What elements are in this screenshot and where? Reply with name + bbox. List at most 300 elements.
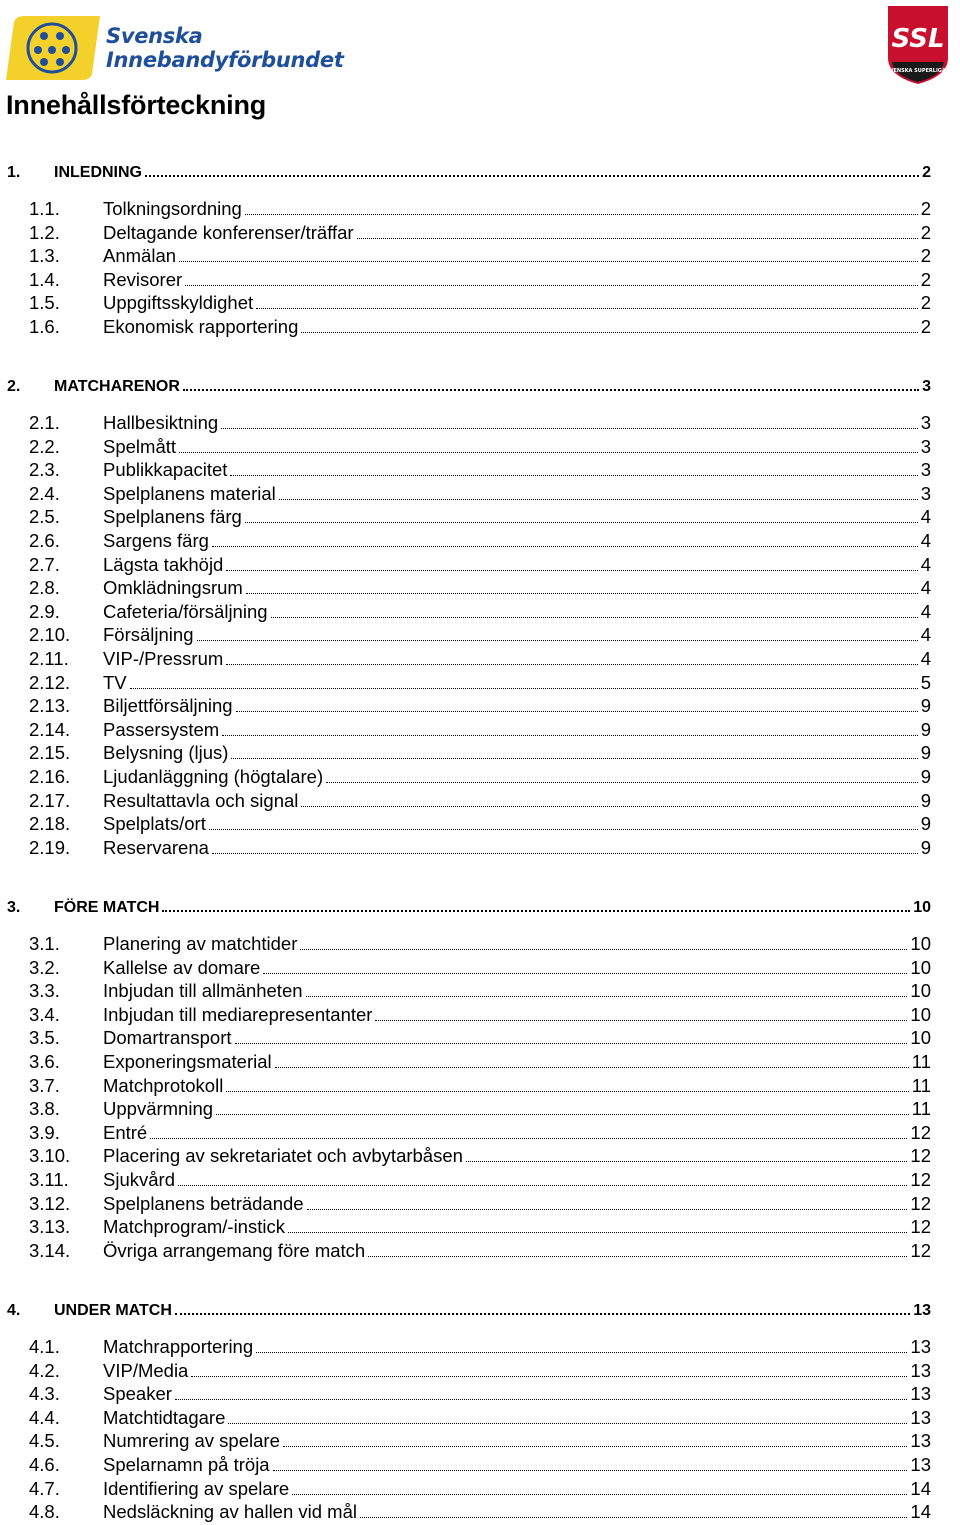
toc-entry-row[interactable] [0,718,960,742]
toc-entry-title[interactable]: Lägsta takhöjd [103,553,224,575]
toc-entry-row[interactable] [0,1121,960,1145]
toc-entry-number: 3.12. [29,1192,71,1214]
toc-entry-row[interactable] [0,268,960,292]
dot-leader [179,261,918,262]
toc-entry-title[interactable]: Spelmått [103,435,177,457]
toc-entry-row[interactable] [0,1453,960,1477]
toc-section-row[interactable] [0,375,960,399]
toc-entry-number: 2.16. [29,766,71,787]
toc-entry-line [103,505,931,529]
toc-entry-title[interactable]: Försäljning [103,624,194,646]
toc-entry-page[interactable]: 2 [920,221,931,243]
toc-entry-row[interactable] [0,197,960,221]
toc-entry-title[interactable]: Planering av matchtider [103,933,298,954]
toc-entry-row[interactable] [0,458,960,482]
toc-entry-title[interactable]: Kallelse av domare [103,956,261,978]
toc-entry-page[interactable]: 3 [920,482,931,504]
toc-entry-line [103,1026,931,1050]
toc-entry-number: 3.7. [29,1074,60,1096]
toc-entry-page[interactable]: 4 [920,624,931,646]
toc-entry-line [103,694,931,718]
toc-entry-title[interactable]: Matchrapportering [103,1336,254,1357]
toc-entry-row[interactable] [0,1215,960,1239]
toc-entry-page[interactable]: 13 [910,1406,931,1428]
toc-entry-number: 2.2. [29,435,60,457]
toc-entry-page[interactable]: 10 [910,980,931,1002]
toc-entry-title[interactable]: Deltagande konferenser/träffar [103,221,354,243]
dot-leader [288,1232,907,1233]
toc-entry-number: 3.4. [29,1003,60,1025]
toc-entry-row[interactable] [0,956,960,980]
toc-entry-line [54,1299,931,1323]
toc-entry-number: 3.5. [29,1027,60,1049]
toc-entry-page[interactable]: 3 [920,412,931,433]
toc-entry-row[interactable] [0,1192,960,1216]
toc-entry-number: 3.11. [29,1169,69,1190]
dot-leader [216,1114,909,1115]
toc-entry-line [103,411,931,435]
toc-entry-title[interactable]: Omklädningsrum [103,577,243,599]
dot-leader [375,1020,907,1021]
toc-entry-number: 1.4. [29,268,60,290]
dot-leader [256,1352,907,1353]
toc-entry-number: 2.4. [29,482,60,504]
toc-entry-line [103,1144,931,1168]
toc-entry-title[interactable]: VIP/Media [103,1359,189,1381]
toc-entry-line [103,812,931,836]
dot-leader [185,285,918,286]
toc-entry-row[interactable] [0,1500,960,1524]
toc-entry-title[interactable]: Cafeteria/försäljning [103,600,268,622]
toc-entry-line [103,529,931,553]
dot-leader [212,546,918,547]
toc-entry-line [103,291,931,315]
toc-entry-number: 3.3. [29,980,60,1002]
toc-entry-number: 3.6. [29,1051,60,1072]
toc-entry-row[interactable] [0,1239,960,1263]
toc-entry-title[interactable]: Nedsläckning av hallen vid mål [103,1501,357,1523]
toc-entry-row[interactable] [0,529,960,553]
toc-entry-page[interactable]: 14 [910,1501,931,1523]
toc-entry-title[interactable]: Spelplats/ort [103,813,206,835]
dot-leader [197,640,918,641]
toc-entry-number: 1.1. [29,198,60,219]
dot-leader [279,499,918,500]
toc-entry-line [103,1359,931,1383]
toc-entry-line [103,765,931,789]
dot-leader [273,1470,908,1471]
toc-entry-row[interactable] [0,694,960,718]
toc-entry-page[interactable]: 12 [910,1121,931,1143]
toc-entry-title[interactable]: Matchtidtagare [103,1406,226,1428]
toc-entry-row[interactable] [0,1074,960,1098]
toc-entry-line [103,1097,931,1121]
toc-entry-row[interactable] [0,1382,960,1406]
toc-entry-page[interactable]: 12 [910,1239,931,1261]
toc-entry-number: 2.5. [29,506,60,528]
toc-entry-line [103,458,931,482]
toc-entry-line [103,1382,931,1406]
toc-entry-row[interactable] [0,979,960,1003]
toc-entry-page[interactable]: 4 [920,553,931,575]
toc-entry-row[interactable] [0,932,960,956]
dot-leader [292,1494,907,1495]
toc-entry-title[interactable]: Spelplanens beträdande [103,1192,304,1214]
toc-entry-number: 2.1. [29,412,60,433]
toc-entry-number: 4.6. [29,1454,60,1475]
toc-entry-page[interactable]: 11 [911,1051,931,1072]
toc-section-row[interactable] [0,161,960,185]
toc-entry-number: 4.8. [29,1501,60,1523]
toc-entry-title[interactable]: Inbjudan till allmänheten [103,980,303,1002]
toc-entry-number: 2.11. [29,648,69,669]
dot-leader [226,1091,908,1092]
dot-leader [235,1043,908,1044]
toc-entry-title[interactable]: Numrering av spelare [103,1430,280,1452]
toc-entry-number: 1.6. [29,316,60,337]
toc-entry-page[interactable]: 12 [910,1192,931,1214]
toc-entry-number: 3.13. [29,1216,71,1238]
toc-entry-number: 2.7. [29,553,60,575]
toc-entry-page[interactable]: 9 [920,789,931,811]
dot-leader [256,308,918,309]
toc-entry-number: 2.3. [29,459,60,481]
toc-entry-page[interactable]: 10 [910,933,931,954]
dot-leader [283,1446,908,1447]
toc-entry-row[interactable] [0,812,960,836]
toc-entry-line [103,623,931,647]
sif-logo-line2: Innebandyförbundet [106,48,344,72]
toc-entry-number: 2.15. [29,742,71,764]
toc-entry-number: 3.2. [29,956,60,978]
toc-entry-title[interactable]: MATCHARENOR [54,378,180,395]
toc-entry-page[interactable]: 13 [910,1359,931,1381]
toc-entry-title[interactable]: Ljudanläggning (högtalare) [103,766,324,787]
toc-entry-page[interactable]: 3 [922,378,931,395]
toc-entry-row[interactable] [0,411,960,435]
toc-entry-row[interactable] [0,553,960,577]
dot-leader [263,973,907,974]
toc-entry-number: 1.3. [29,245,60,267]
toc-entry-page[interactable]: 13 [910,1336,931,1357]
ssl-shield-icon [882,2,954,86]
toc-entry-page[interactable]: 2 [920,245,931,267]
toc-entry-page[interactable]: 2 [920,316,931,337]
toc-entry-page[interactable]: 4 [920,600,931,622]
toc-entry-row[interactable] [0,1026,960,1050]
toc-entry-row[interactable] [0,291,960,315]
toc-entry-page[interactable]: 4 [920,577,931,599]
toc-entry-title[interactable]: Speaker [103,1383,172,1405]
toc-entry-line [103,671,931,695]
toc-entry-page[interactable]: 11 [911,1098,931,1120]
toc-entry-row[interactable] [0,623,960,647]
dot-leader [307,1209,908,1210]
toc-entry-title[interactable]: Hallbesiktning [103,412,219,433]
toc-entry-title[interactable]: Biljettförsäljning [103,695,233,717]
toc-entry-title[interactable]: Exponeringsmaterial [103,1051,272,1072]
toc-entry-number: 4.2. [29,1359,60,1381]
toc-entry-line [103,1429,931,1453]
toc-entry-page[interactable]: 3 [920,435,931,457]
dot-leader [245,214,918,215]
toc-entry-page[interactable]: 13 [910,1430,931,1452]
toc-entry-page[interactable]: 9 [920,695,931,717]
toc-entry-line [103,1003,931,1027]
toc-entry-page[interactable]: 13 [910,1454,931,1475]
dot-leader [301,332,917,333]
toc-entry-number: 2.17. [29,789,71,811]
toc-entry-title[interactable]: Passersystem [103,718,220,740]
dot-leader [179,452,918,453]
sif-logo-text [106,24,344,72]
toc-entry-number: 2.12. [29,671,71,693]
toc-entry-line [103,1406,931,1430]
toc-entry-title[interactable]: INLEDNING [54,164,142,181]
toc-entry-number: 4.5. [29,1430,60,1452]
toc-entry-row[interactable] [0,315,960,339]
toc-entry-page[interactable]: 9 [920,813,931,835]
toc-entry-number: 2.14. [29,718,71,740]
toc-entry-row[interactable] [0,221,960,245]
toc-entry-page[interactable]: 14 [910,1477,931,1499]
toc-entry-row[interactable] [0,1406,960,1430]
toc-entry-title[interactable]: Reservarena [103,836,209,858]
toc-entry-row[interactable] [0,1003,960,1027]
toc-entry-page[interactable]: 2 [922,164,931,181]
toc-entry-title[interactable]: Anmälan [103,245,177,267]
toc-entry-row[interactable] [0,1168,960,1192]
toc-entry-row[interactable] [0,435,960,459]
toc-entry-line [103,197,931,221]
toc-entry-title[interactable]: Identifiering av spelare [103,1477,290,1499]
toc-entry-row[interactable] [0,600,960,624]
dot-leader [231,758,917,759]
toc-entry-number: 4.4. [29,1406,60,1428]
toc-entry-title[interactable]: Domartransport [103,1027,232,1049]
toc-entry-row[interactable] [0,1359,960,1383]
toc-entry-title[interactable]: Spelplanens färg [103,506,242,528]
toc-entry-page[interactable]: 10 [910,956,931,978]
toc-entry-row[interactable] [0,505,960,529]
toc-entry-number: 4. [7,1302,21,1319]
toc-entry-title[interactable]: Resultattavla och signal [103,789,299,811]
toc-entry-number: 2. [7,378,21,395]
dot-leader [226,570,917,571]
toc-entry-line [103,1168,931,1192]
toc-entry-page[interactable]: 9 [920,836,931,858]
dot-leader [301,806,917,807]
dot-leader [246,593,918,594]
dot-leader [222,735,918,736]
toc-entry-page[interactable]: 9 [920,742,931,764]
dot-leader [236,711,918,712]
toc-entry-page[interactable]: 2 [920,268,931,290]
toc-entry-row[interactable] [0,1144,960,1168]
toc-entry-title[interactable]: Sargens färg [103,530,209,551]
dot-leader [226,664,917,665]
dot-leader [183,389,919,391]
toc-entry-row[interactable] [0,1477,960,1501]
toc-entry-line [103,553,931,577]
toc-entry-page[interactable]: 12 [910,1216,931,1238]
toc-entry-line [103,1192,931,1216]
toc-entry-row[interactable] [0,741,960,765]
dot-leader [191,1376,907,1377]
toc-entry-number: 3.14. [29,1239,71,1261]
toc-entry-number: 3. [7,899,21,916]
toc-entry-line [103,956,931,980]
toc-entry-page[interactable]: 12 [910,1169,931,1190]
toc-entry-row[interactable] [0,1097,960,1121]
toc-entry-number: 2.8. [29,577,60,599]
dot-leader [162,910,910,912]
toc-entry-page[interactable]: 2 [920,198,931,219]
toc-entry-line [103,932,931,956]
toc-entry-line [103,1239,931,1263]
toc-entry-title[interactable]: Sjukvård [103,1169,175,1190]
dot-leader [221,428,918,429]
toc-entry-line [103,1121,931,1145]
toc-entry-page[interactable]: 10 [910,1027,931,1049]
toc-entry-page[interactable]: 5 [920,671,931,693]
toc-entry-line [103,244,931,268]
page-title: Innehållsförteckning [6,90,267,120]
floorball-ball-icon [4,14,104,84]
toc-entry-number: 2.13. [29,695,71,717]
toc-entry-title[interactable]: Inbjudan till mediarepresentanter [103,1003,373,1025]
toc-entry-row[interactable] [0,1335,960,1359]
toc-entry-line [54,375,931,399]
toc-entry-row[interactable] [0,671,960,695]
dot-leader [360,1517,907,1518]
dot-leader [230,475,917,476]
dot-leader [228,1423,907,1424]
toc-entry-row[interactable] [0,789,960,813]
toc-entry-row[interactable] [0,647,960,671]
toc-entry-number: 3.1. [29,933,60,954]
toc-entry-number: 1.5. [29,292,60,314]
toc-entry-row[interactable] [0,244,960,268]
toc-entry-line [103,789,931,813]
toc-entry-page[interactable]: 9 [920,766,931,787]
toc-entry-line [103,1453,931,1477]
dot-leader [145,175,919,177]
toc-entry-page[interactable]: 11 [911,1074,931,1096]
toc-entry-row[interactable] [0,836,960,860]
dot-leader [466,1161,908,1162]
dot-leader [130,688,918,689]
toc-entry-number: 2.6. [29,530,60,551]
toc-entry-page[interactable]: 12 [910,1145,931,1167]
toc-entry-line [103,600,931,624]
toc-entry-line [103,315,931,339]
toc-entry-page[interactable]: 3 [920,459,931,481]
toc-entry-number: 1. [7,164,21,181]
toc-entry-title[interactable]: Entré [103,1121,148,1143]
dot-leader [271,617,918,618]
toc-entry-line [103,647,931,671]
toc-entry-title[interactable]: Matchprotokoll [103,1074,224,1096]
dot-leader [275,1067,909,1068]
ssl-logo-main: SSL [891,24,945,54]
ssl-logo-small: SVENSKA SUPERLIGAN [886,68,950,74]
toc-entry-title[interactable]: Uppgiftsskyldighet [103,292,254,314]
toc-entry-page[interactable]: 13 [913,1302,931,1319]
toc-entry-line [103,268,931,292]
toc-entry-page[interactable]: 4 [920,506,931,528]
toc-entry-title[interactable]: FÖRE MATCH [54,899,160,916]
dot-leader [178,1185,907,1186]
toc-entry-page[interactable]: 2 [920,292,931,314]
toc-entry-title[interactable]: Tolkningsordning [103,198,242,219]
toc-entry-row[interactable] [0,765,960,789]
toc-section-row[interactable] [0,1299,960,1323]
toc-entry-number: 4.7. [29,1477,60,1499]
toc-entry-title[interactable]: Belysning (ljus) [103,742,229,764]
dot-leader [209,829,918,830]
toc-entry-title[interactable]: Revisorer [103,268,183,290]
toc-entry-number: 4.3. [29,1383,60,1405]
toc-entry-page[interactable]: 10 [910,1003,931,1025]
toc-entry-page[interactable]: 9 [920,718,931,740]
toc-entry-row[interactable] [0,1050,960,1074]
toc-entry-page[interactable]: 4 [920,530,931,551]
dot-leader [175,1313,910,1315]
toc-entry-title[interactable]: Uppvärmning [103,1098,214,1120]
toc-entry-number: 1.2. [29,221,60,243]
toc-entry-title[interactable]: Publikkapacitet [103,459,228,481]
toc-entry-title[interactable]: Övriga arrangemang före match [103,1239,366,1261]
toc-entry-title[interactable]: Ekonomisk rapportering [103,316,299,337]
toc-entry-line [103,1500,931,1524]
toc-entry-row[interactable] [0,482,960,506]
toc-entry-number: 2.18. [29,813,71,835]
toc-entry-line [54,161,931,185]
toc-entry-number: 2.9. [29,600,60,622]
toc-entry-title[interactable]: TV [103,671,127,693]
toc-entry-line [103,1477,931,1501]
dot-leader [326,782,918,783]
toc-entry-row[interactable] [0,576,960,600]
toc-entry-title[interactable]: Spelarnamn på tröja [103,1454,270,1475]
toc-entry-number: 2.10. [29,624,71,646]
toc-entry-title[interactable]: Placering av sekretariatet och avbytarbåsen [103,1145,463,1167]
toc-entry-page[interactable]: 4 [920,648,931,669]
toc-entry-line [103,1050,931,1074]
toc-entry-line [103,979,931,1003]
toc-entry-number: 3.10. [29,1145,71,1167]
ssl-logo [882,2,954,86]
dot-leader [245,522,918,523]
toc-entry-line [103,1215,931,1239]
toc-entry-title[interactable]: Spelplanens material [103,482,276,504]
dot-leader [368,1256,907,1257]
toc-entry-page[interactable]: 10 [913,899,931,916]
toc-entry-row[interactable] [0,1429,960,1453]
sif-logo-line1: Svenska [106,24,203,48]
toc-entry-line [54,896,931,920]
toc-entry-line [103,1074,931,1098]
toc-section-row[interactable] [0,896,960,920]
toc-entry-line [103,1335,931,1359]
toc-entry-page[interactable]: 13 [910,1383,931,1405]
toc-entry-title[interactable]: Matchprogram/-instick [103,1216,285,1238]
dot-leader [357,238,918,239]
toc-entry-title[interactable]: UNDER MATCH [54,1302,172,1319]
toc-entry-line [103,741,931,765]
toc-entry-title[interactable]: VIP-/Pressrum [103,648,224,669]
